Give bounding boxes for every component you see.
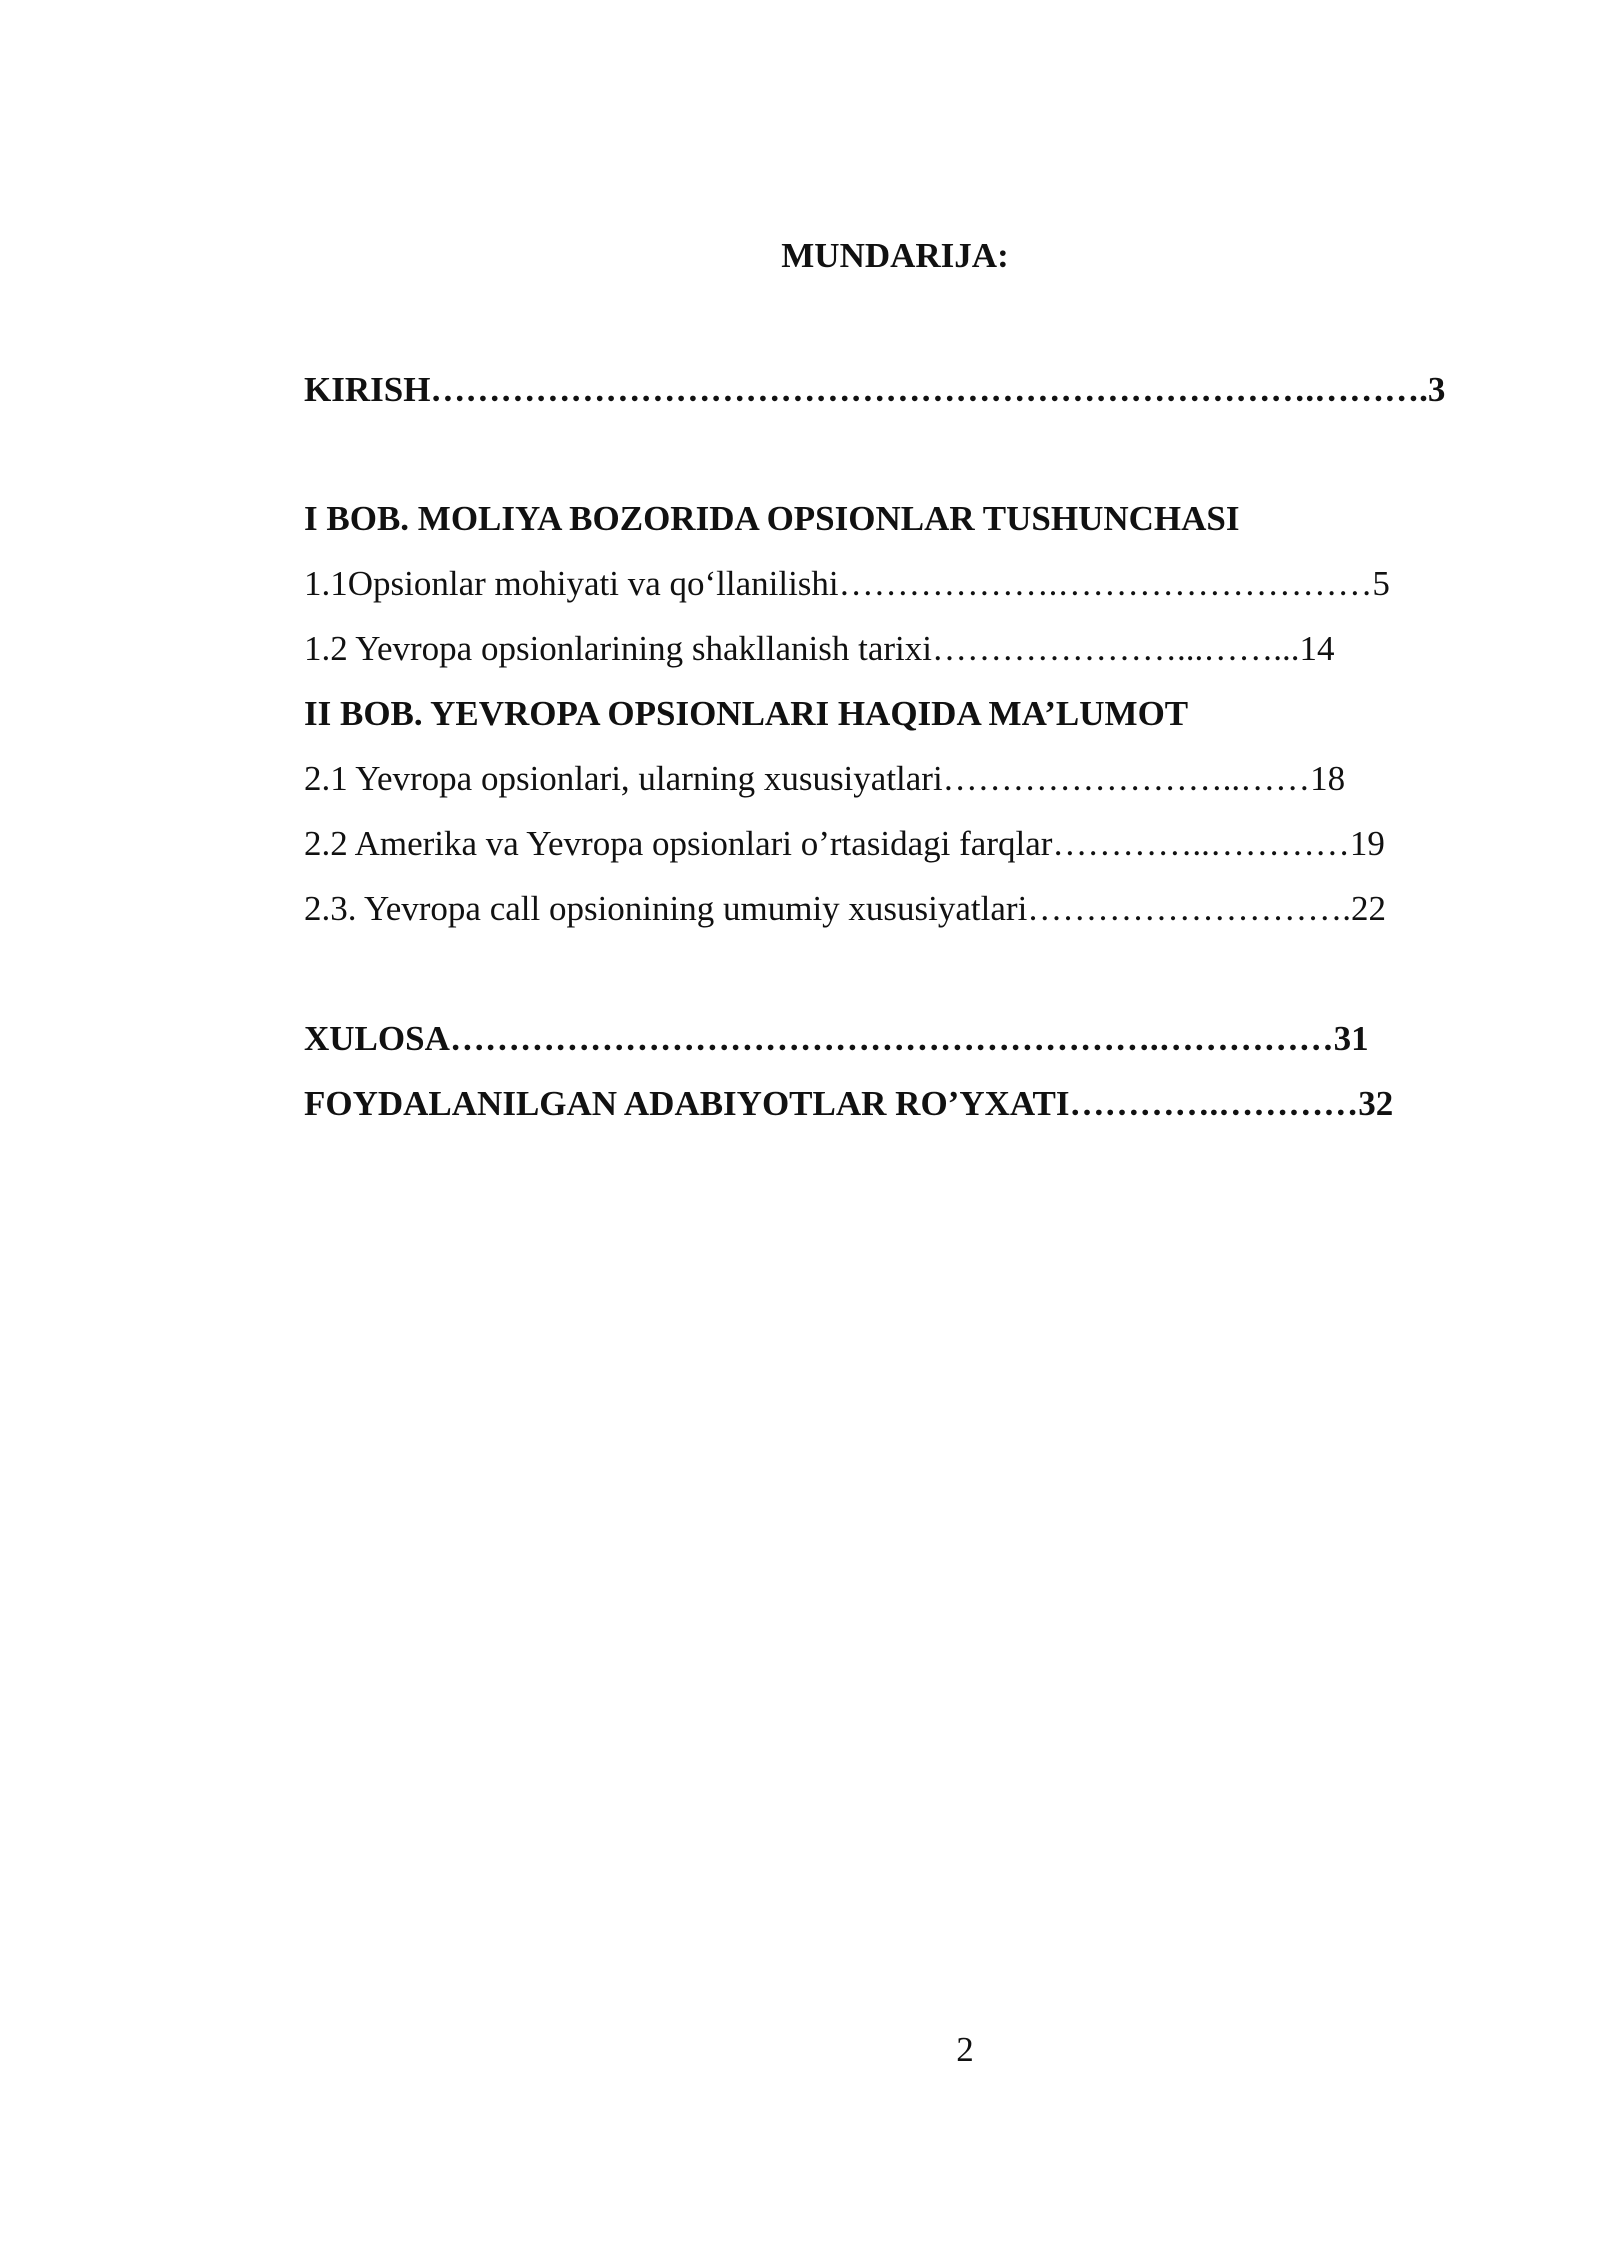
toc-chapter-2-heading: II BOB. YEVROPA OPSIONLARI HAQIDA MA’LUMOT: [304, 694, 1189, 733]
toc-entry-2-3: 2.3. Yevropa call opsionining umumiy xususiyatlari……………………….22: [304, 889, 1387, 928]
toc-entry-1-2: 1.2 Yevropa opsionlarining shakllanish tarixi…………………...……...14: [304, 629, 1335, 668]
toc-chapter-1-heading: I BOB. MOLIYA BOZORIDA OPSIONLAR TUSHUNCHASI: [304, 499, 1240, 538]
page-number: 2: [956, 2030, 974, 2069]
toc-entry-2-2: 2.2 Amerika va Yevropa opsionlari o’rtasidagi farqlar…………..…………19: [304, 824, 1385, 863]
toc-entry-kirish: KIRISH………………………………………………………………….……….3: [304, 370, 1446, 409]
toc-entry-xulosa: XULOSA…………………………………………………….……………31: [304, 1019, 1369, 1058]
toc-entry-adabiyotlar: FOYDALANILGAN ADABIYOTLAR RO’YXATI………….…………32: [304, 1084, 1394, 1123]
toc-entry-1-1: 1.1Opsionlar mohiyati va qo‘llanilishi……………….………………………5: [304, 564, 1390, 603]
toc-entry-2-1: 2.1 Yevropa opsionlari, ularning xususiyatlari……………………..……18: [304, 759, 1346, 798]
page-title: MUNDARIJA:: [781, 236, 1009, 275]
